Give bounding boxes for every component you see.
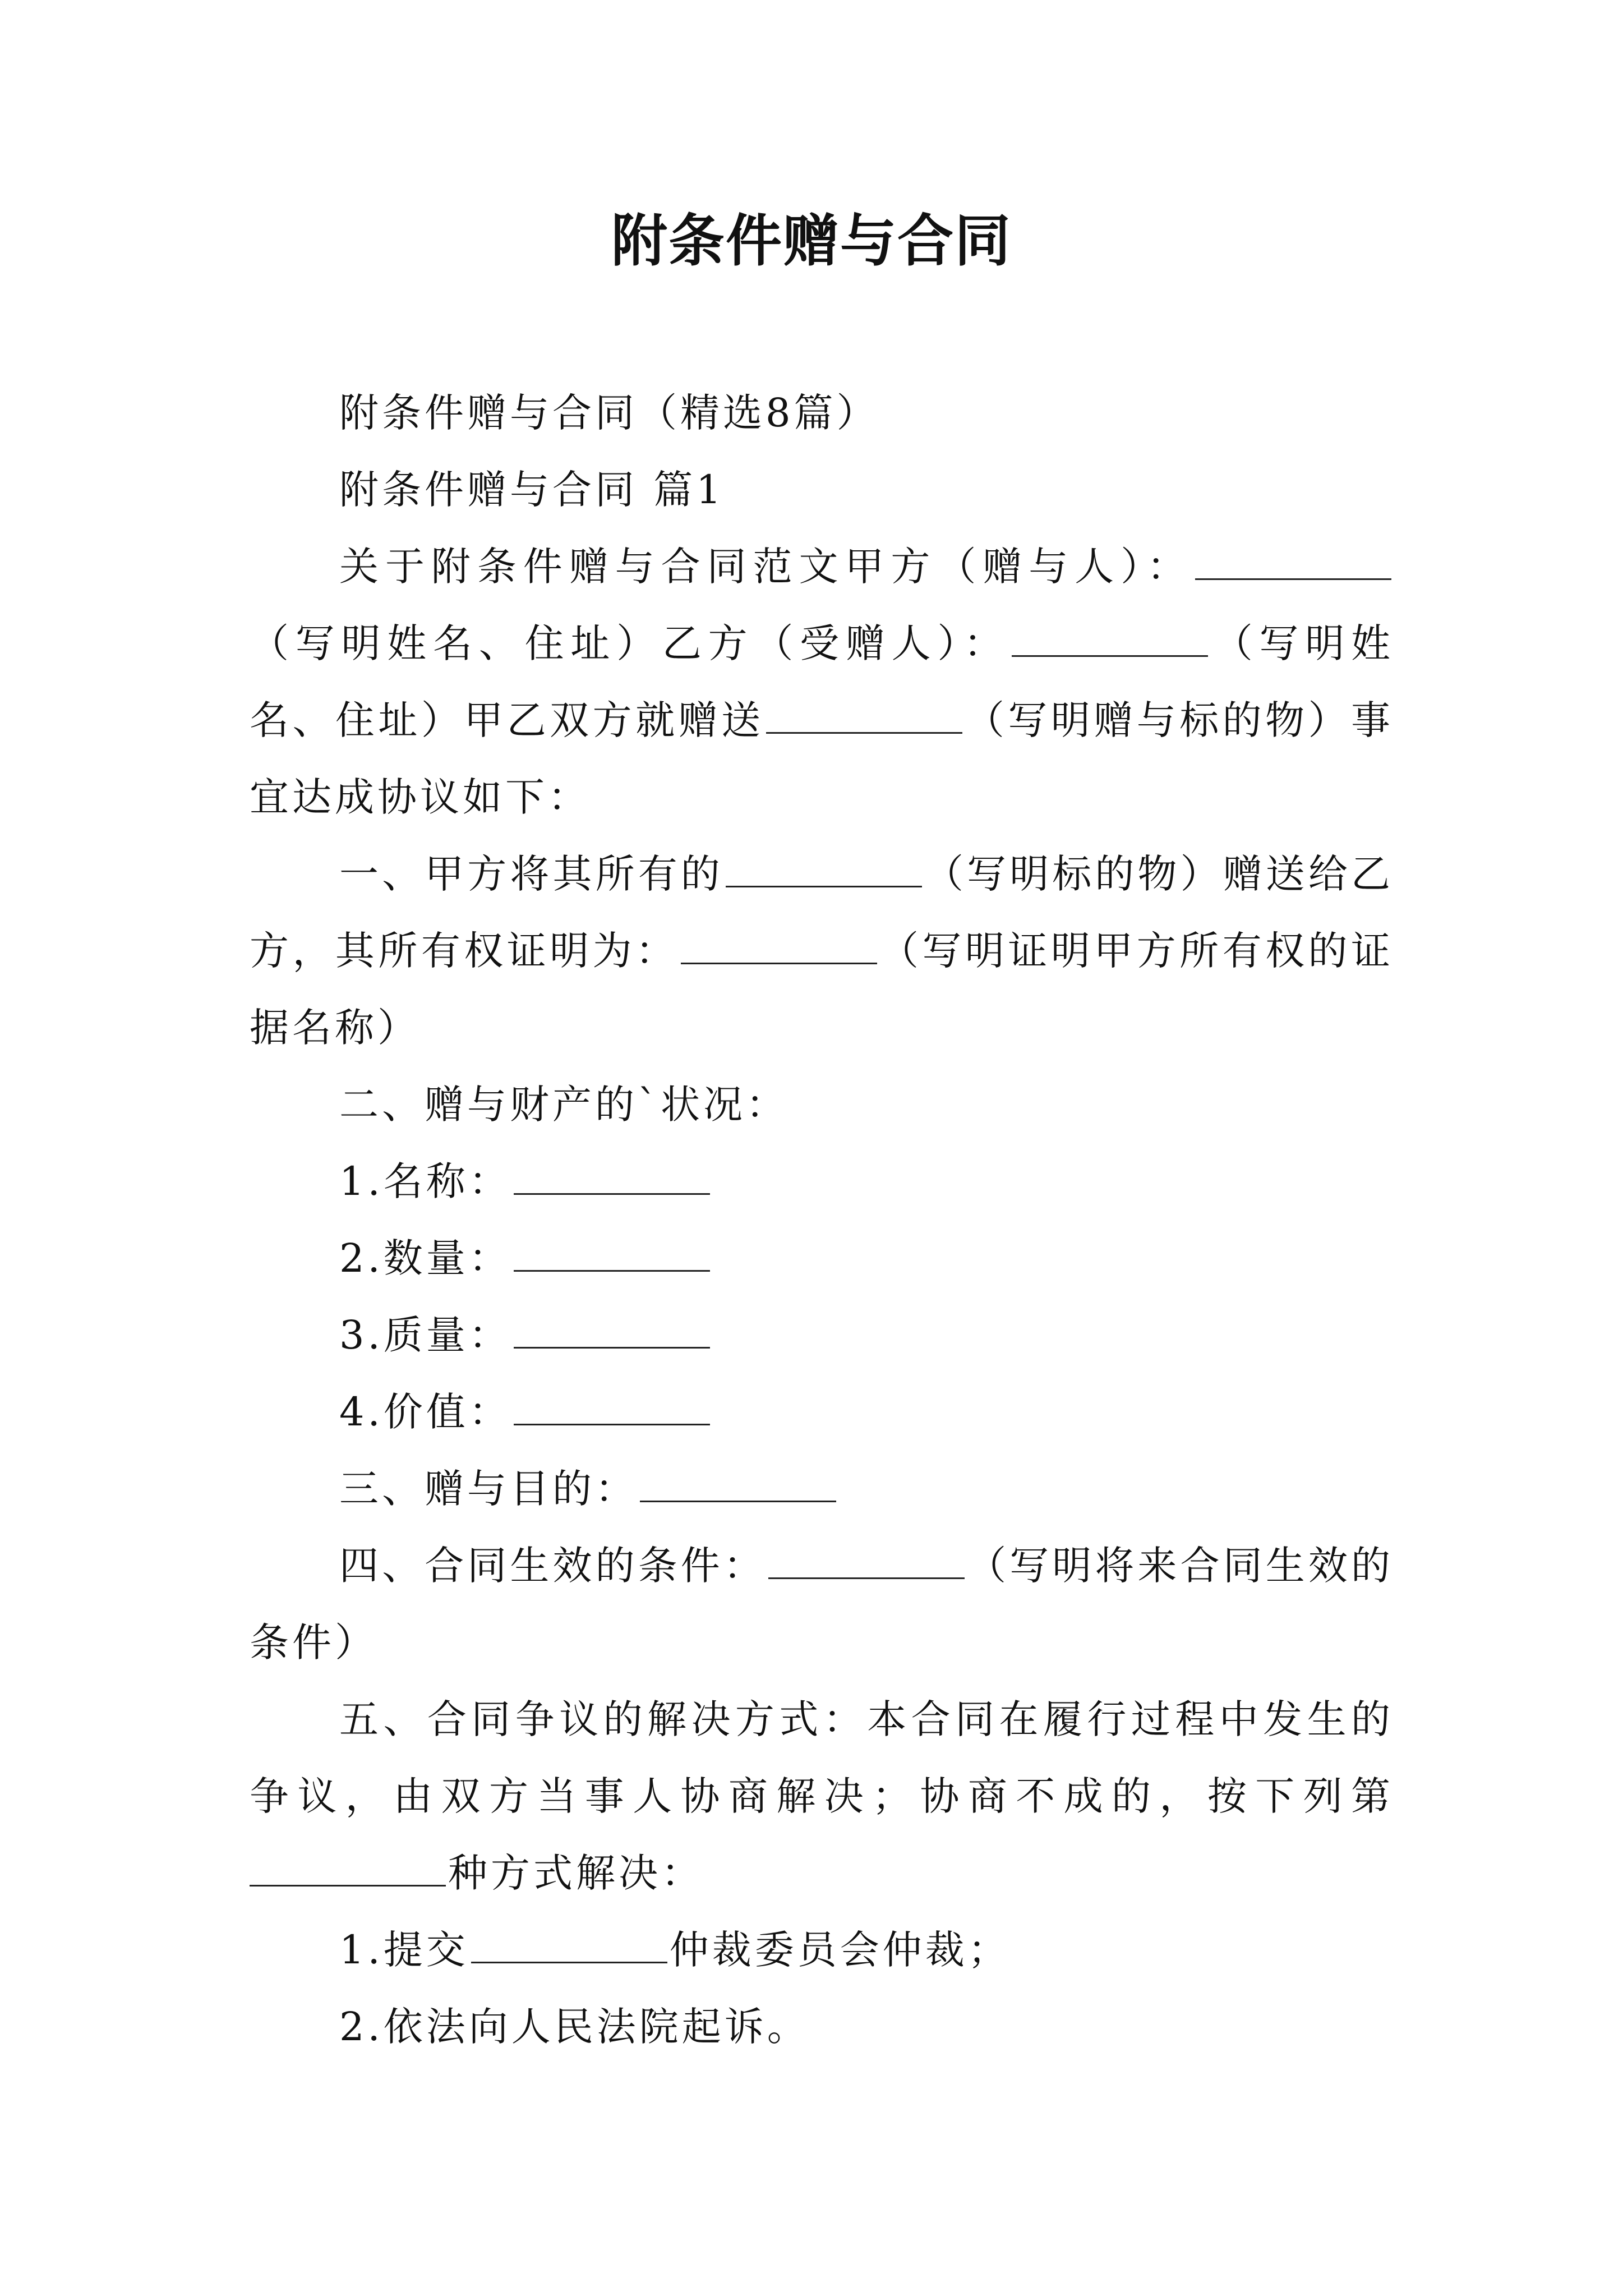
clause-2-item-quality	[250, 1297, 1394, 1374]
donee-blank	[1012, 620, 1208, 657]
intro-paragraph	[250, 528, 1394, 836]
clause-4-paragraph	[250, 1527, 1394, 1681]
clause-5-option-1	[250, 1912, 1394, 1989]
option-1-text-a: 1.提交	[339, 1927, 469, 1973]
item-quantity-blank	[514, 1235, 710, 1272]
option-1-text-b: 仲裁委员会仲裁；	[669, 1927, 1011, 1973]
clause-3-paragraph	[250, 1451, 1394, 1527]
arbitration-commission-blank	[471, 1927, 667, 1963]
document-title: 附条件赠与合同	[611, 208, 1012, 274]
item-name-blank	[514, 1158, 710, 1195]
intro-text-2: （写明姓名、住址）乙方（受赠人）：	[250, 620, 1009, 666]
donor-blank	[1195, 544, 1391, 580]
document-subtitle: 附条件赠与合同（精选8篇）	[339, 390, 879, 436]
section-heading: 附条件赠与合同 篇1	[339, 467, 725, 513]
clause-5-paragraph	[250, 1681, 1394, 1912]
clause-1-text-1: 一、甲方将其所有的	[339, 851, 723, 897]
clause-5-text-2: 种方式解决：	[448, 1850, 704, 1896]
clause-2-item-value	[250, 1374, 1394, 1451]
subject-matter-blank	[726, 851, 922, 887]
clause-5-option-2: 2.依法向人民法院起诉。	[339, 2004, 810, 2050]
item-quantity-label: 2.数量：	[339, 1235, 511, 1281]
clause-4-text-1: 四、合同生效的条件：	[339, 1543, 766, 1589]
item-quality-label: 3.质量：	[339, 1312, 511, 1358]
effective-condition-blank	[768, 1543, 965, 1579]
intro-text-3: （写明姓名、住址）甲乙双方就赠送	[250, 620, 1394, 743]
clause-1-text-3: （写明证明甲方所有权的证据名称）	[250, 928, 1394, 1051]
clause-3-text: 三、赠与目的：	[339, 1466, 638, 1512]
clause-2-heading: 二、赠与财产的`状况：	[339, 1082, 789, 1128]
gift-object-blank	[766, 697, 962, 734]
clause-1-text-2: （写明标的物）赠送给乙方，其所有权证明为：	[250, 851, 1394, 974]
item-name-label: 1.名称：	[339, 1158, 511, 1204]
gift-purpose-blank	[640, 1466, 836, 1502]
intro-text-4: （写明赠与标的物）事宜达成协议如下：	[250, 697, 1394, 820]
clause-2-item-name	[250, 1143, 1394, 1220]
dispute-method-blank	[250, 1850, 446, 1887]
item-quality-blank	[514, 1312, 710, 1349]
clause-4-text-2: （写明将来合同生效的条件）	[250, 1543, 1394, 1665]
clause-2-item-quantity	[250, 1220, 1394, 1297]
document-body	[250, 375, 1394, 2065]
item-value-label: 4.价值：	[339, 1389, 511, 1435]
clause-5-text-1: 五、合同争议的解决方式：本合同在履行过程中发生的争议，由双方当事人协商解决；协商不成的，按下列第	[250, 1696, 1394, 1819]
item-value-blank	[514, 1389, 710, 1425]
ownership-proof-blank	[681, 928, 877, 964]
intro-text-1: 关于附条件赠与合同范文甲方（赠与人）：	[339, 544, 1193, 590]
clause-1-paragraph	[250, 836, 1394, 1066]
